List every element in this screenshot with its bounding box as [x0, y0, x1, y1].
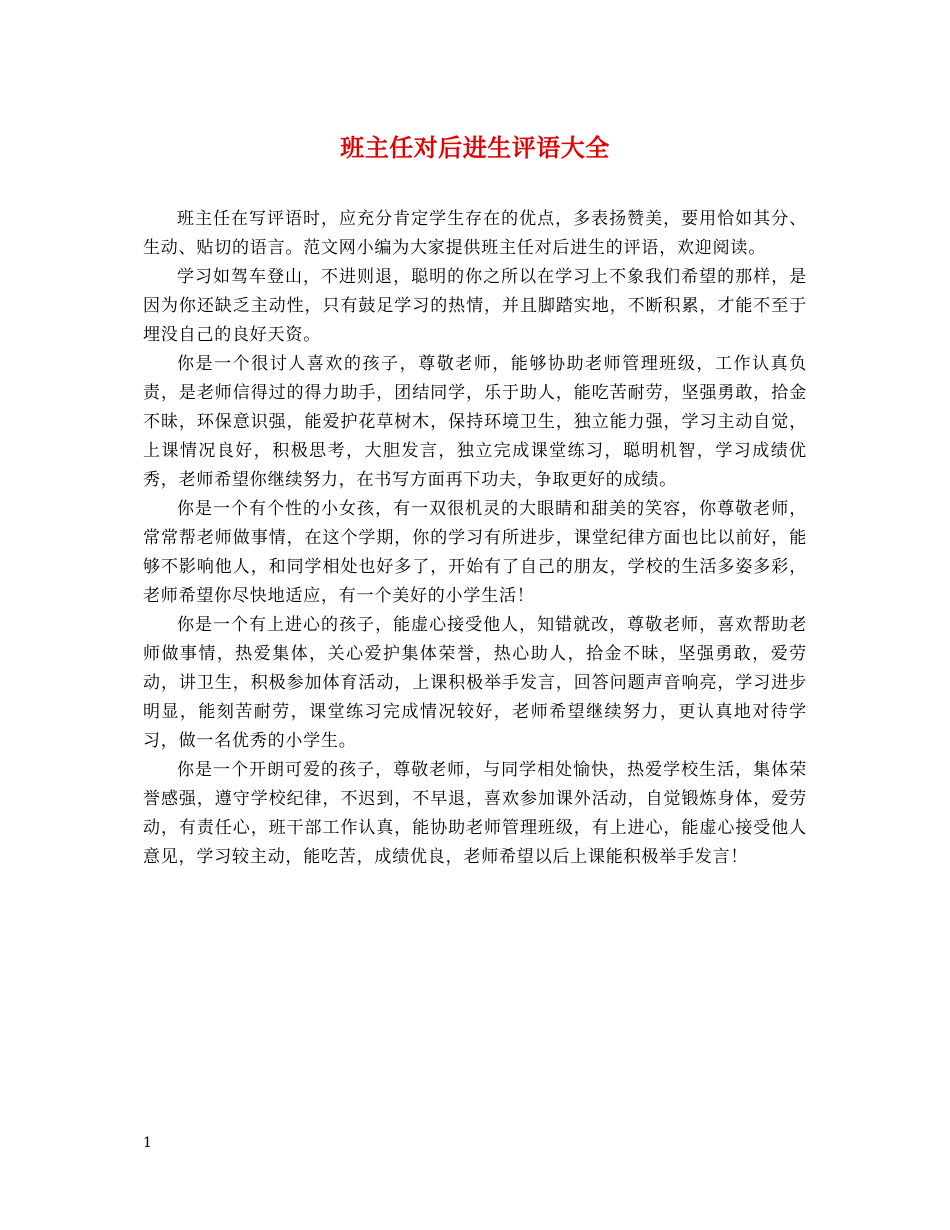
paragraph-comment-5: 你是一个开朗可爱的孩子，尊敬老师，与同学相处愉快，热爱学校生活，集体荣誉感强，遵守学校纪律，不迟到，不早退，喜欢参加课外活动，自觉锻炼身体，爱劳动，有责任心，班干部工作认真，能协助老师管理班级，有上进心，能虚心接受他人意见，学习较主动，能吃苦，成绩优良，老师希望以后上课能积极举手发言！	[143, 760, 807, 867]
paragraph-intro: 班主任在写评语时，应充分肯定学生存在的优点，多表扬赞美，要用恰如其分、生动、贴切的语言。范文网小编为大家提供班主任对后进生的评语，欢迎阅读。	[143, 209, 807, 258]
paragraph-comment-3: 你是一个有个性的小女孩，有一双很机灵的大眼睛和甜美的笑容，你尊敬老师，常常帮老师做事情，在这个学期，你的学习有所进步，课堂纪律方面也比以前好，能够不影响他人，和同学相处也好多了，开始有了自己的朋友，学校的生活多姿多彩，老师希望你尽快地适应，有一个美好的小学生活！	[143, 499, 807, 606]
page-number: 1	[143, 1135, 152, 1151]
document-body	[143, 205, 807, 872]
document-title: 班主任对后进生评语大全	[340, 134, 610, 162]
paragraph-comment-1: 学习如驾车登山，不进则退，聪明的你之所以在学习上不象我们希望的那样，是因为你还缺乏主动性，只有鼓足学习的热情，并且脚踏实地，不断积累，才能不至于埋没自己的良好天资。	[143, 267, 807, 345]
paragraph-comment-4: 你是一个有上进心的孩子，能虚心接受他人，知错就改，尊敬老师，喜欢帮助老师做事情，热爱集体，关心爱护集体荣誉，热心助人，拾金不昧，坚强勇敢，爱劳动，讲卫生，积极参加体育活动，上课积极举手发言，回答问题声音响亮，学习进步明显，能刻苦耐劳，课堂练习完成情况较好，老师希望继续努力，更认真地对待学习，做一名优秀的小学生。	[143, 615, 807, 751]
paragraph-comment-2: 你是一个很讨人喜欢的孩子，尊敬老师，能够协助老师管理班级，工作认真负责，是老师信得过的得力助手，团结同学，乐于助人，能吃苦耐劳，坚强勇敢，拾金不昧，环保意识强，能爱护花草树木，保持环境卫生，独立能力强，学习主动自觉，上课情况良好，积极思考，大胆发言，独立完成课堂练习，聪明机智，学习成绩优秀，老师希望你继续努力，在书写方面再下功夫，争取更好的成绩。	[143, 354, 807, 490]
